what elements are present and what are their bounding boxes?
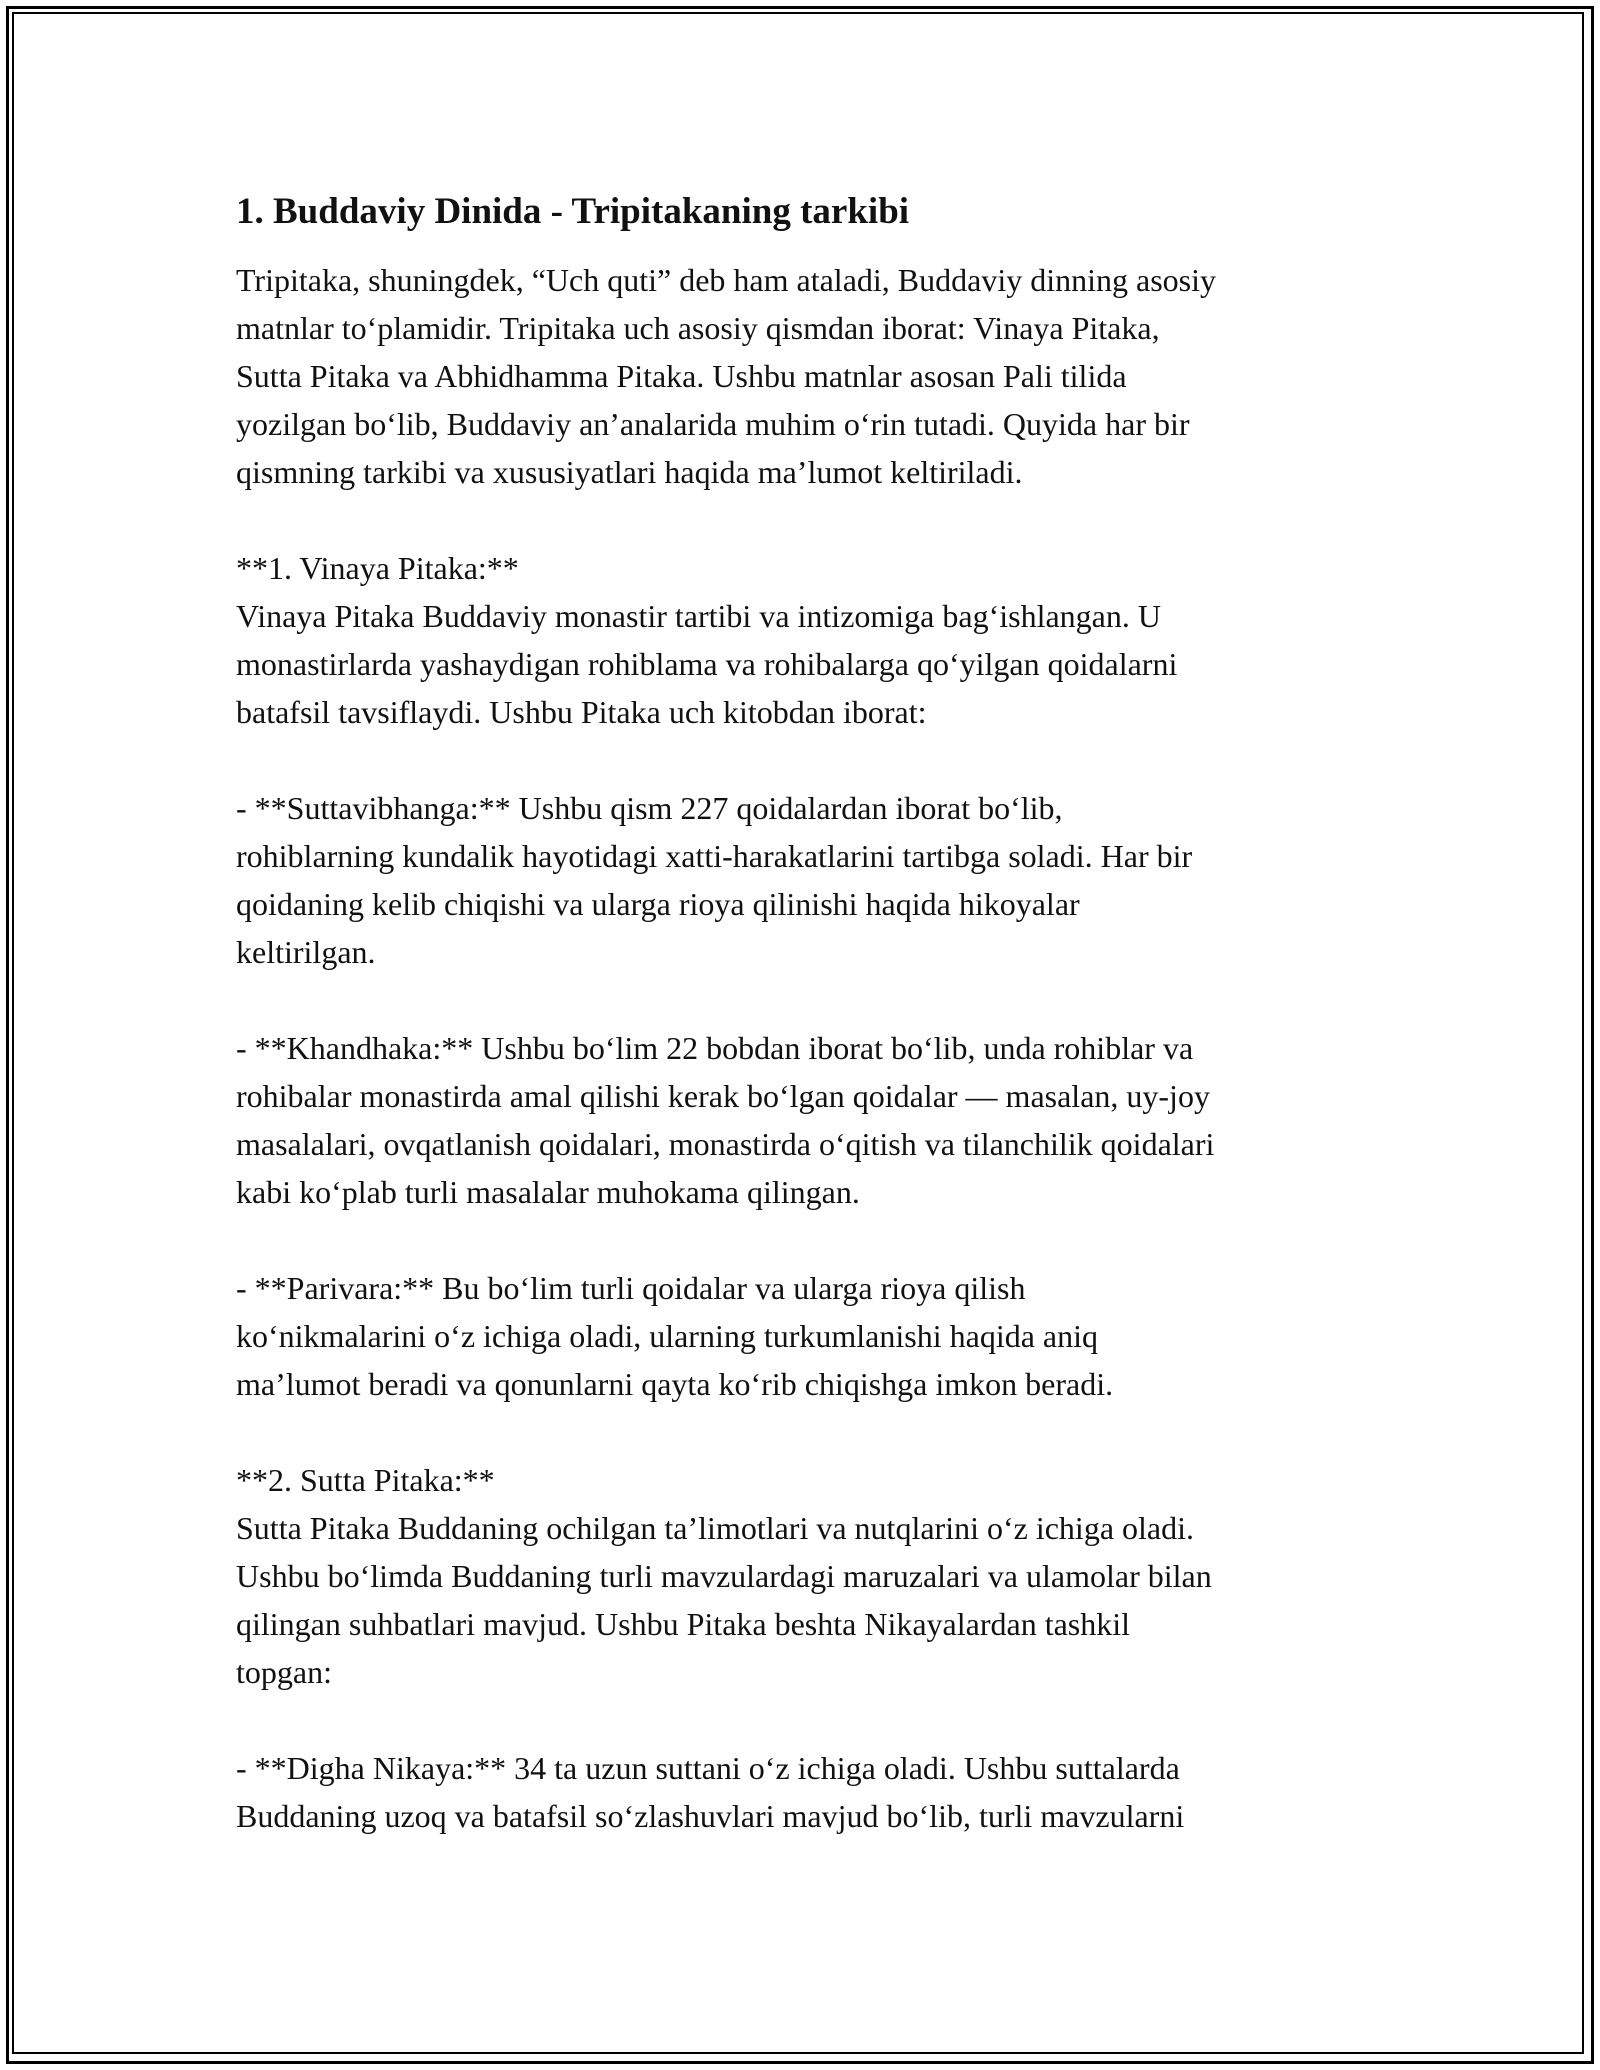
blank-line — [236, 496, 1366, 544]
text-line: Buddaning uzoq va batafsil soʻzlashuvlari mavjud boʻlib, turli mavzularni — [236, 1798, 1185, 1834]
section-title-sutta: **2. Sutta Pitaka:** — [236, 1462, 495, 1498]
text-line: qilingan suhbatlari mavjud. Ushbu Pitaka beshta Nikayalardan tashkil — [236, 1606, 1131, 1642]
text-line: Ushbu boʻlimda Buddaning turli mavzulardagi maruzalari va ulamolar bilan — [236, 1558, 1212, 1594]
text-line: koʻnikmalarini oʻz ichiga oladi, ularning turkumlanishi haqida aniq — [236, 1318, 1098, 1354]
text-line: keltirilgan. — [236, 934, 376, 970]
text-line: Sutta Pitaka va Abhidhamma Pitaka. Ushbu matnlar asosan Pali tilida — [236, 358, 1127, 394]
text-line: Vinaya Pitaka Buddaviy monastir tartibi va intizomiga bagʻishlangan. U — [236, 598, 1161, 634]
text-line: batafsil tavsiflaydi. Ushbu Pitaka uch kitobdan iborat: — [236, 694, 927, 730]
text-line: matnlar toʻplamidir. Tripitaka uch asosiy qismdan iborat: Vinaya Pitaka, — [236, 310, 1160, 346]
blank-line — [236, 976, 1366, 1024]
document-body — [236, 256, 1366, 1840]
text-line: qoidaning kelib chiqishi va ularga rioya qilinishi haqida hikoyalar — [236, 886, 1080, 922]
text-line: ma’lumot beradi va qonunlarni qayta koʻrib chiqishga imkon beradi. — [236, 1366, 1114, 1402]
list-item-khandhaka: - **Khandhaka:** Ushbu boʻlim 22 bobdan iborat boʻlib, unda rohiblar va — [236, 1030, 1194, 1066]
text-line: rohibalar monastirda amal qilishi kerak boʻlgan qoidalar — masalan, uy-joy — [236, 1078, 1210, 1114]
text-line: Tripitaka, shuningdek, “Uch quti” deb ham ataladi, Buddaviy dinning asosiy — [236, 262, 1216, 298]
blank-line — [236, 736, 1366, 784]
list-item-suttavibhanga: - **Suttavibhanga:** Ushbu qism 227 qoidalardan iborat boʻlib, — [236, 790, 1063, 826]
text-line: Sutta Pitaka Buddaning ochilgan ta’limotlari va nutqlarini oʻz ichiga oladi. — [236, 1510, 1194, 1546]
text-line: monastirlarda yashaydigan rohiblama va rohibalarga qoʻyilgan qoidalarni — [236, 646, 1178, 682]
text-line: yozilgan boʻlib, Buddaviy an’analarida muhim oʻrin tutadi. Quyida har bir — [236, 406, 1190, 442]
text-line: qismning tarkibi va xususiyatlari haqida ma’lumot keltiriladi. — [236, 454, 1023, 490]
list-item-parivara: - **Parivara:** Bu boʻlim turli qoidalar va ularga rioya qilish — [236, 1270, 1026, 1306]
list-item-digha-nikaya: - **Digha Nikaya:** 34 ta uzun suttani oʻz ichiga oladi. Ushbu suttalarda — [236, 1750, 1180, 1786]
document-content — [236, 188, 1366, 1840]
text-line: kabi koʻplab turli masalalar muhokama qilingan. — [236, 1174, 860, 1210]
section-title-vinaya: **1. Vinaya Pitaka:** — [236, 550, 519, 586]
blank-line — [236, 1216, 1366, 1264]
blank-line — [236, 1696, 1366, 1744]
document-heading: 1. Buddaviy Dinida - Tripitakaning tarkibi — [236, 191, 910, 232]
text-line: rohiblarning kundalik hayotidagi xatti-harakatlarini tartibga soladi. Har bir — [236, 838, 1193, 874]
blank-line — [236, 1408, 1366, 1456]
text-line: masalalari, ovqatlanish qoidalari, monastirda oʻqitish va tilanchilik qoidalari — [236, 1126, 1215, 1162]
text-line: topgan: — [236, 1654, 332, 1690]
